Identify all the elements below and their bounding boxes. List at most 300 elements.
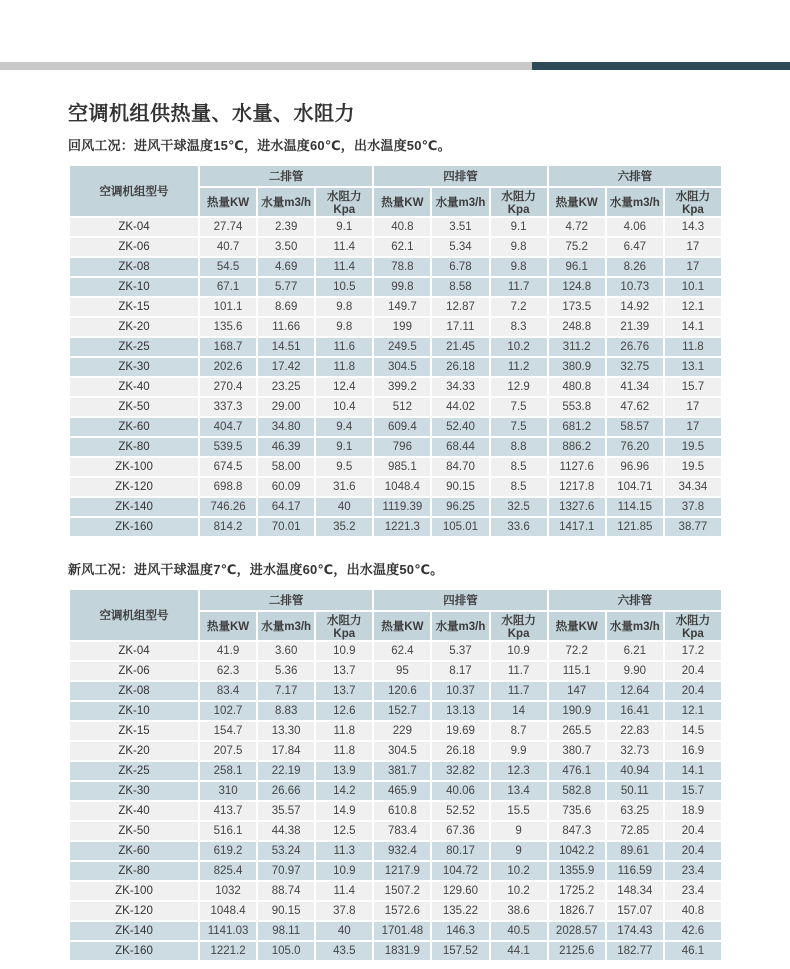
table-row [70,278,721,296]
value-cell: 120.6 [374,682,430,700]
value-cell: 13.7 [316,662,372,680]
value-cell: 17.11 [432,318,488,336]
subcolumn-header: 热量KW [549,188,605,216]
value-cell: 17.84 [258,742,314,760]
value-cell: 248.8 [549,318,605,336]
value-cell: 8.5 [491,458,547,476]
value-cell: 42.6 [665,922,721,940]
table-row [70,518,721,536]
value-cell: 304.5 [374,358,430,376]
value-cell: 11.8 [665,338,721,356]
value-cell: 149.7 [374,298,430,316]
value-cell: 1119.39 [374,498,430,516]
value-cell: 1417.1 [549,518,605,536]
value-cell: 98.11 [258,922,314,940]
value-cell: 10.37 [432,682,488,700]
subcolumn-header: 水量m3/h [607,188,663,216]
value-cell: 80.17 [432,842,488,860]
value-cell: 512 [374,398,430,416]
value-cell: 62.1 [374,238,430,256]
value-cell: 553.8 [549,398,605,416]
value-cell: 13.9 [316,762,372,780]
value-cell: 8.5 [491,478,547,496]
value-cell: 13.1 [665,358,721,376]
model-cell: ZK-140 [70,922,198,940]
table-row [70,642,721,660]
value-cell: 14.51 [258,338,314,356]
value-cell: 14.1 [665,318,721,336]
value-cell: 146.3 [432,922,488,940]
value-cell: 7.5 [491,418,547,436]
subcolumn-header: 热量KW [549,612,605,640]
value-cell: 15.7 [665,378,721,396]
page-title: 空调机组供热量、水量、水阻力 [68,103,355,125]
fresh-air-spec-table [68,588,723,962]
model-cell: ZK-120 [70,478,198,496]
model-cell: ZK-08 [70,258,198,276]
value-cell: 52.40 [432,418,488,436]
value-cell: 11.3 [316,842,372,860]
value-cell: 10.2 [491,882,547,900]
value-cell: 5.34 [432,238,488,256]
value-cell: 174.43 [607,922,663,940]
value-cell: 19.5 [665,458,721,476]
subcolumn-header: 水量m3/h [607,612,663,640]
value-cell: 4.06 [607,218,663,236]
value-cell: 14.3 [665,218,721,236]
value-cell: 1327.6 [549,498,605,516]
model-cell: ZK-40 [70,802,198,820]
value-cell: 8.26 [607,258,663,276]
value-cell: 1141.03 [200,922,256,940]
model-cell: ZK-30 [70,358,198,376]
value-cell: 1826.7 [549,902,605,920]
value-cell: 814.2 [200,518,256,536]
value-cell: 20.4 [665,842,721,860]
value-cell: 337.3 [200,398,256,416]
table-row [70,478,721,496]
value-cell: 674.5 [200,458,256,476]
value-cell: 21.39 [607,318,663,336]
table-row [70,338,721,356]
value-cell: 1507.2 [374,882,430,900]
value-cell: 14.1 [665,762,721,780]
value-cell: 47.62 [607,398,663,416]
value-cell: 135.6 [200,318,256,336]
value-cell: 12.1 [665,298,721,316]
value-cell: 72.85 [607,822,663,840]
value-cell: 11.8 [316,358,372,376]
value-cell: 6.21 [607,642,663,660]
value-cell: 62.3 [200,662,256,680]
subcolumn-header: 水阻力Kpa [491,612,547,640]
table-row [70,762,721,780]
value-cell: 67.1 [200,278,256,296]
table-row [70,298,721,316]
value-cell: 12.1 [665,702,721,720]
value-cell: 8.69 [258,298,314,316]
value-cell: 8.8 [491,438,547,456]
table-row [70,458,721,476]
value-cell: 34.80 [258,418,314,436]
value-cell: 89.61 [607,842,663,860]
value-cell: 11.7 [491,682,547,700]
model-cell: ZK-80 [70,438,198,456]
value-cell: 43.5 [316,942,372,960]
value-cell: 9.90 [607,662,663,680]
value-cell: 96.96 [607,458,663,476]
model-cell: ZK-20 [70,742,198,760]
subcolumn-header: 水阻力Kpa [316,188,372,216]
value-cell: 26.18 [432,742,488,760]
table-row [70,258,721,276]
value-cell: 11.8 [316,722,372,740]
model-cell: ZK-60 [70,418,198,436]
page-content [68,97,723,962]
value-cell: 381.7 [374,762,430,780]
subcolumn-header: 水阻力Kpa [665,612,721,640]
model-cell: ZK-160 [70,518,198,536]
value-cell: 7.17 [258,682,314,700]
value-cell: 7.2 [491,298,547,316]
value-cell: 5.37 [432,642,488,660]
value-cell: 1831.9 [374,942,430,960]
value-cell: 17 [665,238,721,256]
value-cell: 34.33 [432,378,488,396]
value-cell: 23.4 [665,862,721,880]
value-cell: 13.13 [432,702,488,720]
value-cell: 50.11 [607,782,663,800]
model-cell: ZK-25 [70,762,198,780]
value-cell: 70.97 [258,862,314,880]
subcolumn-header: 热量KW [374,612,430,640]
model-cell: ZK-100 [70,458,198,476]
fresh-air-section [68,559,723,962]
value-cell: 190.9 [549,702,605,720]
table-row [70,942,721,960]
value-cell: 4.69 [258,258,314,276]
value-cell: 17.2 [665,642,721,660]
value-cell: 2028.57 [549,922,605,940]
model-cell: ZK-15 [70,298,198,316]
value-cell: 746.26 [200,498,256,516]
value-cell: 52.52 [432,802,488,820]
value-cell: 9.8 [491,238,547,256]
model-cell: ZK-60 [70,842,198,860]
value-cell: 84.70 [432,458,488,476]
value-cell: 53.24 [258,842,314,860]
value-cell: 40 [316,498,372,516]
value-cell: 11.6 [316,338,372,356]
value-cell: 67.36 [432,822,488,840]
value-cell: 1032 [200,882,256,900]
value-cell: 9.1 [316,218,372,236]
value-cell: 610.8 [374,802,430,820]
value-cell: 70.01 [258,518,314,536]
value-cell: 1725.2 [549,882,605,900]
value-cell: 17 [665,258,721,276]
value-cell: 34.34 [665,478,721,496]
value-cell: 23.25 [258,378,314,396]
value-cell: 173.5 [549,298,605,316]
value-cell: 9.9 [491,742,547,760]
table-row [70,238,721,256]
value-cell: 1701.48 [374,922,430,940]
value-cell: 8.3 [491,318,547,336]
value-cell: 26.66 [258,782,314,800]
value-cell: 101.1 [200,298,256,316]
value-cell: 147 [549,682,605,700]
value-cell: 72.2 [549,642,605,660]
model-cell: ZK-100 [70,882,198,900]
value-cell: 40.8 [665,902,721,920]
value-cell: 104.72 [432,862,488,880]
value-cell: 229 [374,722,430,740]
value-cell: 258.1 [200,762,256,780]
model-cell: ZK-40 [70,378,198,396]
value-cell: 22.19 [258,762,314,780]
value-cell: 12.87 [432,298,488,316]
value-cell: 480.8 [549,378,605,396]
value-cell: 11.2 [491,358,547,376]
value-cell: 10.1 [665,278,721,296]
value-cell: 413.7 [200,802,256,820]
value-cell: 539.5 [200,438,256,456]
value-cell: 698.8 [200,478,256,496]
value-cell: 10.4 [316,398,372,416]
value-cell: 14.5 [665,722,721,740]
value-cell: 1217.8 [549,478,605,496]
model-cell: ZK-25 [70,338,198,356]
value-cell: 27.74 [200,218,256,236]
value-cell: 14.92 [607,298,663,316]
value-cell: 6.47 [607,238,663,256]
value-cell: 380.9 [549,358,605,376]
value-cell: 124.8 [549,278,605,296]
value-cell: 202.6 [200,358,256,376]
value-cell: 796 [374,438,430,456]
value-cell: 8.58 [432,278,488,296]
value-cell: 380.7 [549,742,605,760]
model-cell: ZK-04 [70,642,198,660]
table-row [70,418,721,436]
value-cell: 2.39 [258,218,314,236]
value-cell: 2125.6 [549,942,605,960]
value-cell: 99.8 [374,278,430,296]
value-cell: 476.1 [549,762,605,780]
value-cell: 14 [491,702,547,720]
value-cell: 783.4 [374,822,430,840]
value-cell: 32.82 [432,762,488,780]
value-cell: 619.2 [200,842,256,860]
value-cell: 40 [316,922,372,940]
value-cell: 13.4 [491,782,547,800]
value-cell: 115.1 [549,662,605,680]
value-cell: 96.1 [549,258,605,276]
table-row [70,882,721,900]
value-cell: 102.7 [200,702,256,720]
condition-text-fresh-air: 新风工况：进风干球温度7℃，进水温度60℃，出水温度50℃。 [68,562,444,577]
table-row [70,438,721,456]
value-cell: 121.85 [607,518,663,536]
value-cell: 304.5 [374,742,430,760]
value-cell: 26.18 [432,358,488,376]
value-cell: 40.7 [200,238,256,256]
value-cell: 6.78 [432,258,488,276]
table-row [70,318,721,336]
value-cell: 40.94 [607,762,663,780]
value-cell: 35.57 [258,802,314,820]
value-cell: 735.6 [549,802,605,820]
value-cell: 95 [374,662,430,680]
model-column-header: 空调机组型号 [70,166,198,216]
value-cell: 11.4 [316,238,372,256]
pipe-group-header: 六排管 [549,590,721,610]
value-cell: 44.1 [491,942,547,960]
top-divider-teal-segment [532,62,790,70]
value-cell: 68.44 [432,438,488,456]
value-cell: 5.36 [258,662,314,680]
value-cell: 32.73 [607,742,663,760]
model-cell: ZK-160 [70,942,198,960]
pipe-group-header: 四排管 [374,590,546,610]
top-divider-bar [0,62,790,70]
table-row [70,742,721,760]
value-cell: 157.07 [607,902,663,920]
value-cell: 83.4 [200,682,256,700]
table-row [70,722,721,740]
model-cell: ZK-06 [70,238,198,256]
value-cell: 1217.9 [374,862,430,880]
subcolumn-header: 热量KW [200,612,256,640]
model-cell: ZK-20 [70,318,198,336]
value-cell: 9.8 [316,318,372,336]
table-row [70,842,721,860]
value-cell: 62.4 [374,642,430,660]
value-cell: 17 [665,398,721,416]
value-cell: 105.0 [258,942,314,960]
value-cell: 21.45 [432,338,488,356]
value-cell: 8.7 [491,722,547,740]
value-cell: 22.83 [607,722,663,740]
value-cell: 26.76 [607,338,663,356]
value-cell: 1221.3 [374,518,430,536]
value-cell: 11.7 [491,278,547,296]
value-cell: 148.34 [607,882,663,900]
value-cell: 41.9 [200,642,256,660]
value-cell: 11.4 [316,258,372,276]
value-cell: 825.4 [200,862,256,880]
value-cell: 9.1 [316,438,372,456]
model-cell: ZK-06 [70,662,198,680]
value-cell: 12.5 [316,822,372,840]
model-cell: ZK-80 [70,862,198,880]
value-cell: 129.60 [432,882,488,900]
table-row [70,358,721,376]
model-cell: ZK-04 [70,218,198,236]
value-cell: 1355.9 [549,862,605,880]
value-cell: 40.5 [491,922,547,940]
value-cell: 12.6 [316,702,372,720]
pipe-group-header: 二排管 [200,590,372,610]
value-cell: 60.09 [258,478,314,496]
value-cell: 404.7 [200,418,256,436]
pipe-group-header: 四排管 [374,166,546,186]
value-cell: 12.4 [316,378,372,396]
table-row [70,702,721,720]
model-cell: ZK-50 [70,822,198,840]
value-cell: 311.2 [549,338,605,356]
value-cell: 54.5 [200,258,256,276]
model-cell: ZK-50 [70,398,198,416]
table-row [70,782,721,800]
value-cell: 10.5 [316,278,372,296]
table-row [70,922,721,940]
value-cell: 29.00 [258,398,314,416]
value-cell: 41.34 [607,378,663,396]
model-cell: ZK-08 [70,682,198,700]
value-cell: 582.8 [549,782,605,800]
table-row [70,218,721,236]
value-cell: 40.06 [432,782,488,800]
value-cell: 76.20 [607,438,663,456]
value-cell: 20.4 [665,822,721,840]
value-cell: 14.2 [316,782,372,800]
model-cell: ZK-30 [70,782,198,800]
value-cell: 681.2 [549,418,605,436]
return-air-section [68,135,723,538]
value-cell: 932.4 [374,842,430,860]
value-cell: 9.4 [316,418,372,436]
value-cell: 985.1 [374,458,430,476]
value-cell: 32.75 [607,358,663,376]
table-row [70,378,721,396]
subcolumn-header: 水阻力Kpa [316,612,372,640]
value-cell: 3.51 [432,218,488,236]
table-row [70,802,721,820]
value-cell: 105.01 [432,518,488,536]
value-cell: 20.4 [665,662,721,680]
value-cell: 168.7 [200,338,256,356]
value-cell: 31.6 [316,478,372,496]
value-cell: 88.74 [258,882,314,900]
value-cell: 10.9 [491,642,547,660]
value-cell: 10.2 [491,338,547,356]
pipe-group-header: 二排管 [200,166,372,186]
value-cell: 199 [374,318,430,336]
value-cell: 847.3 [549,822,605,840]
table-row [70,498,721,516]
value-cell: 1127.6 [549,458,605,476]
value-cell: 1042.2 [549,842,605,860]
subcolumn-header: 热量KW [200,188,256,216]
value-cell: 116.59 [607,862,663,880]
value-cell: 9.1 [491,218,547,236]
value-cell: 270.4 [200,378,256,396]
top-divider-gray-segment [0,62,532,70]
value-cell: 12.9 [491,378,547,396]
model-cell: ZK-120 [70,902,198,920]
value-cell: 64.17 [258,498,314,516]
model-cell: ZK-10 [70,702,198,720]
value-cell: 38.6 [491,902,547,920]
value-cell: 152.7 [374,702,430,720]
value-cell: 15.7 [665,782,721,800]
value-cell: 5.77 [258,278,314,296]
value-cell: 19.69 [432,722,488,740]
value-cell: 249.5 [374,338,430,356]
table-row [70,662,721,680]
